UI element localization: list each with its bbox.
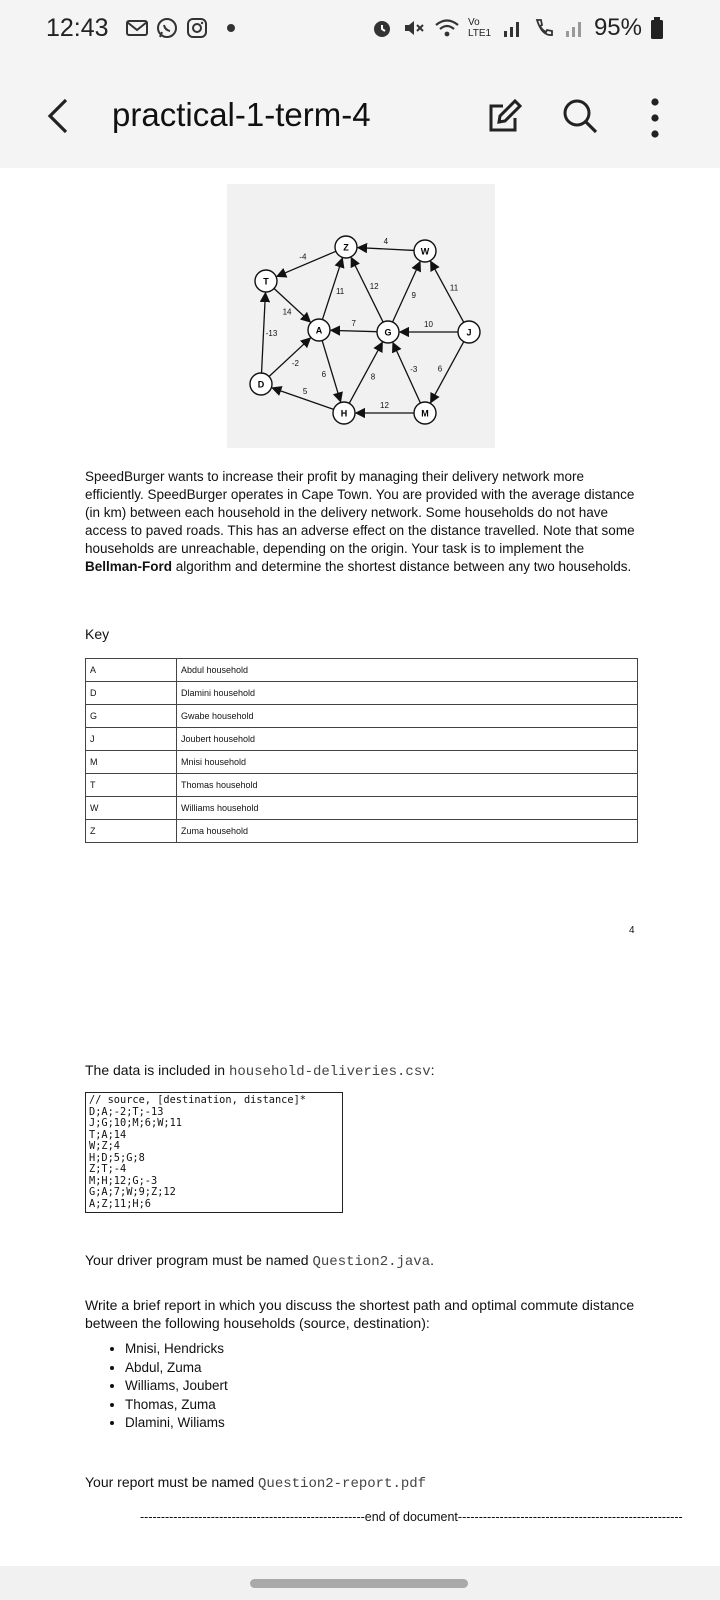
graph-node-label: A [315,325,323,336]
driver-filename: Question2.java [312,1254,431,1270]
key-row [86,820,638,843]
key-code: D [86,682,177,705]
system-icons [370,14,664,42]
csv-line: T;A;14 [89,1128,127,1141]
key-code: T [86,774,177,797]
alarm-icon [370,16,394,40]
problem-description [85,468,637,576]
edge-weight-label: 11 [335,286,345,296]
household-pairs-list [85,1340,228,1433]
home-gesture-handle[interactable] [250,1579,468,1588]
navigation-bar [0,1566,720,1600]
csv-code-block [85,1092,343,1213]
pair-item: • Dlamini, Wiliams [125,1414,228,1433]
report-name-instruction: Your report must be named Question2-report.pdf [85,1474,427,1492]
signal-icon [502,17,524,39]
graph-edge [358,248,414,251]
algorithm-name: Bellman-Ford [85,559,173,574]
graph-edge [431,342,464,403]
graph-edge [277,251,336,276]
instagram-icon [185,16,209,40]
graph-edge [331,330,377,331]
edge-weight-label: -2 [291,358,300,368]
edge-weight-label: 14 [282,307,292,317]
key-household-name: Mnisi household [177,751,638,774]
edge-weight-label: -13 [265,328,278,338]
edge-weight-label: 11 [449,283,459,293]
key-household-name: Abdul household [177,659,638,682]
key-household-name: Zuma household [177,820,638,843]
csv-line: A;Z;11;H;6 [89,1197,151,1210]
edge-weight-label: 7 [351,319,356,329]
csv-line: D;A;-2;T;-13 [89,1105,164,1118]
graph-node-label: J [466,327,472,338]
graph-node-label: D [257,379,265,390]
signal-2-icon [564,17,586,39]
key-row [86,774,638,797]
edge-weight-label: 5 [302,386,308,396]
edge-weight-label: 10 [424,320,433,329]
battery-percent: 95% [593,14,642,41]
key-code: Z [86,820,177,843]
key-household-name: Joubert household [177,728,638,751]
key-code: M [86,751,177,774]
key-heading: Key [85,626,110,642]
description-text: SpeedBurger wants to increase their profit by managing their delivery network more efficiently. SpeedBurger operates in Cape Town. You are provided with the average distance (in km) between each household in the delivery network. Some households do not have access to paved roads. This has an adverse effect on the distance travelled. Note that some households are unreachable, depending on the origin. Your task is to implement the [85,469,635,556]
graph-edge [269,338,310,376]
search-button[interactable] [560,96,600,136]
graph-edge [274,288,310,321]
csv-line: H;D;5;G;8 [89,1151,145,1164]
description-text-end: algorithm and determine the shortest distance between any two households. [172,559,632,574]
end-marker: end of document [364,1510,458,1524]
key-row [86,682,638,705]
graph-edge [349,343,382,404]
call-icon [532,16,556,40]
report-instructions: Write a brief report in which you discuss the shortest path and optimal commute distance between the following households (source, destination): [85,1297,635,1331]
graph-node-label: H [340,408,348,419]
edge-weight-label: 4 [383,237,389,247]
dot-icon [215,16,239,40]
more-options-button[interactable] [640,96,670,140]
graph-node-label: W [420,246,430,257]
data-intro: The data is included in household-deliveries.csv: [85,1062,435,1080]
key-household-name: Dlamini household [177,682,638,705]
status-bar [0,0,720,60]
key-code: A [86,659,177,682]
edge-weight-label: 9 [411,290,417,300]
edge-weight-label: 6 [437,364,443,374]
key-household-name: Thomas household [177,774,638,797]
csv-line: J;G;10;M;6;W;11 [89,1117,182,1129]
pair-item: • Thomas, Zuma [125,1396,228,1415]
wifi-icon [434,16,460,40]
end-of-document: ------------------------------------------------------end of document------------------------------------------------------ [140,1510,683,1524]
pair-item: • Williams, Joubert [125,1377,228,1396]
page-title: practical-1-term-4 [112,96,371,133]
edge-weight-label: -3 [410,365,418,375]
key-row [86,751,638,774]
csv-line: M;H;12;G;-3 [89,1174,158,1187]
key-code: J [86,728,177,751]
csv-filename: household-deliveries.csv [228,1064,431,1080]
pair-item: • Mnisi, Hendricks [125,1340,228,1359]
notification-icons [125,16,239,40]
edge-weight-label: 12 [369,281,379,291]
csv-line: // source, [destination, distance]* [89,1094,306,1106]
delivery-network-graph [227,184,495,448]
graph-canvas [227,184,495,448]
graph-node-label: G [384,327,392,338]
gmail-icon [125,18,149,38]
status-time: 12:43 [46,14,109,42]
document-view[interactable] [0,168,720,1600]
edit-button[interactable] [485,96,525,136]
edge-weight-label: 12 [380,401,389,410]
mute-icon [402,16,426,40]
key-row [86,797,638,820]
volte-label: Vo LTE1 [467,17,492,39]
graph-node-label: Z [343,242,349,253]
edge-weight-label: 8 [370,372,376,382]
pair-item: • Abdul, Zuma [125,1359,228,1378]
driver-instruction: Your driver program must be named Question2.java. [85,1252,434,1270]
edge-weight-label: -4 [299,252,307,262]
back-button[interactable] [40,96,76,136]
csv-line: Z;T;-4 [89,1163,127,1175]
page-number: 4 [629,925,635,936]
app-bar [0,60,720,169]
edge-weight-label: 6 [321,369,327,379]
battery-icon [650,16,664,40]
graph-node-label: T [263,276,269,287]
key-row [86,705,638,728]
key-household-name: Williams household [177,797,638,820]
key-code: G [86,705,177,728]
csv-line: W;Z;4 [89,1140,120,1152]
csv-line: G;A;7;W;9;Z;12 [89,1186,176,1198]
report-filename: Question2-report.pdf [258,1476,427,1492]
key-row [86,728,638,751]
key-code: W [86,797,177,820]
key-row [86,659,638,682]
graph-node-label: M [421,408,429,419]
key-table [85,658,638,843]
graph-edge [431,262,464,323]
whatsapp-icon [155,16,179,40]
key-household-name: Gwabe household [177,705,638,728]
